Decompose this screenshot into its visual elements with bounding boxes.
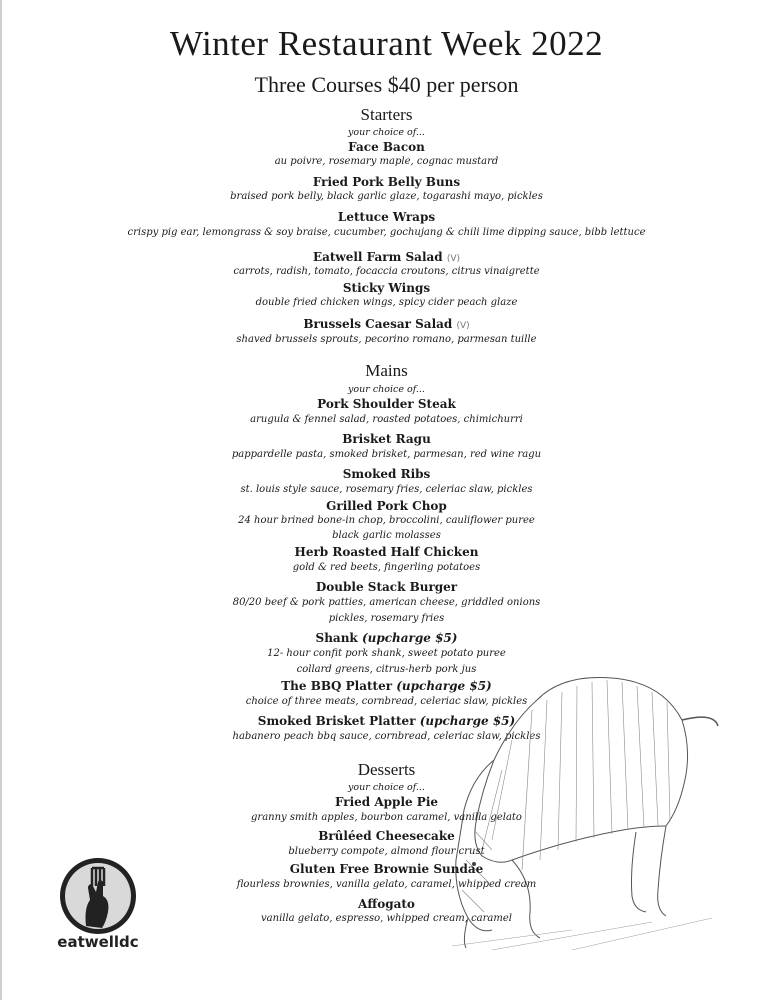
main-item-desc: st. louis style sauce, rosemary fries, celeriac slaw, pickles [240, 484, 533, 495]
dessert-item-desc: blueberry compote, almond flour crust [288, 846, 485, 857]
eatwell-logo-icon [58, 856, 138, 936]
mains-choice-label: your choice of... [348, 384, 425, 395]
vegetarian-tag: (V) [456, 321, 470, 331]
dessert-item-name: Fried Apple Pie [334, 795, 439, 809]
dessert-item-desc: flourless brownies, vanilla gelato, caramel, whipped cream [236, 879, 537, 890]
dessert-item-desc: granny smith apples, bourbon caramel, vanilla gelato [251, 812, 522, 823]
main-item-name: Smoked Brisket Platter [257, 714, 416, 728]
mains-heading: Mains [365, 361, 408, 380]
main-item-name: Smoked Ribs [342, 467, 431, 481]
main-item-desc: pappardelle pasta, smoked brisket, parmesan, red wine ragu [231, 449, 542, 460]
starter-item-desc: shaved brussels sprouts, pecorino romano, parmesan tuille [236, 334, 537, 345]
main-item-name: The BBQ Platter [281, 679, 393, 693]
main-item-name: Shank [315, 631, 358, 645]
main-item-name: Double Stack Burger [315, 580, 458, 594]
starter-item-desc: au poivre, rosemary maple, cognac mustard [274, 156, 499, 167]
starter-item-name: Sticky Wings [342, 281, 431, 295]
main-item-desc: habanero peach bbq sauce, cornbread, celeriac slaw, pickles [232, 731, 541, 742]
starter-item-desc: double fried chicken wings, spicy cider peach glaze [255, 297, 518, 308]
main-item-name: Pork Shoulder Steak [317, 397, 456, 411]
desserts-choice-label: your choice of... [348, 782, 425, 793]
main-item-desc: gold & red beets, fingerling potatoes [292, 562, 481, 573]
starter-item-name: Brussels Caesar Salad [303, 317, 453, 331]
starter-item-desc: crispy pig ear, lemongrass & soy braise, cucumber, gochujang & chili lime dipping sauce, bibb lettuce [127, 227, 646, 238]
main-item-desc: black garlic molasses [332, 530, 441, 541]
starter-item-desc: braised pork belly, black garlic glaze, togarashi mayo, pickles [230, 191, 543, 202]
starter-item-row [0, 317, 773, 331]
starter-item-desc: carrots, radish, tomato, focaccia croutons, citrus vinaigrette [233, 266, 540, 277]
vegetarian-tag: (V) [446, 254, 461, 264]
main-item-desc: pickles, rosemary fries [328, 613, 445, 624]
menu-subtitle: Three Courses $40 per person [254, 72, 519, 97]
main-item-desc: 24 hour brined bone-in chop, broccolini, cauliflower puree [238, 515, 535, 526]
starter-item-name: Fried Pork Belly Buns [312, 175, 461, 189]
starters-heading: Starters [360, 105, 413, 124]
main-item-desc: choice of three meats, cornbread, celeriac slaw, pickles [245, 696, 528, 707]
main-item-desc: collard greens, citrus-herb pork jus [296, 664, 477, 675]
main-item-desc: arugula & fennel salad, roasted potatoes, chimichurri [250, 414, 523, 425]
dessert-item-name: Gluten Free Brownie Sundae [289, 862, 484, 876]
main-item-desc: 12- hour confit pork shank, sweet potato puree [267, 648, 506, 659]
menu-title: Winter Restaurant Week 2022 [169, 24, 604, 63]
dessert-item-desc: vanilla gelato, espresso, whipped cream, caramel [261, 913, 512, 924]
starter-item-name: Eatwell Farm Salad [312, 250, 443, 264]
main-item-name: Grilled Pork Chop [326, 499, 447, 513]
starter-item-name: Lettuce Wraps [337, 210, 436, 224]
starter-item-row [0, 250, 773, 264]
upcharge-note: (upcharge $5) [396, 679, 492, 693]
main-item-desc: 80/20 beef & pork patties, american cheese, griddled onions [232, 597, 541, 608]
main-item-row [0, 631, 773, 645]
brand-name: eatwelldc [57, 933, 139, 951]
upcharge-note: (upcharge $5) [419, 714, 516, 728]
dessert-item-name: Brûléed Cheesecake [318, 829, 455, 843]
upcharge-note: (upcharge $5) [361, 631, 458, 645]
desserts-heading: Desserts [357, 760, 416, 779]
starters-choice-label: your choice of... [348, 127, 425, 138]
dessert-item-name: Affogato [358, 897, 415, 911]
starter-item-name: Face Bacon [348, 140, 425, 154]
main-item-name: Brisket Ragu [342, 432, 431, 446]
main-item-name: Herb Roasted Half Chicken [294, 545, 479, 559]
